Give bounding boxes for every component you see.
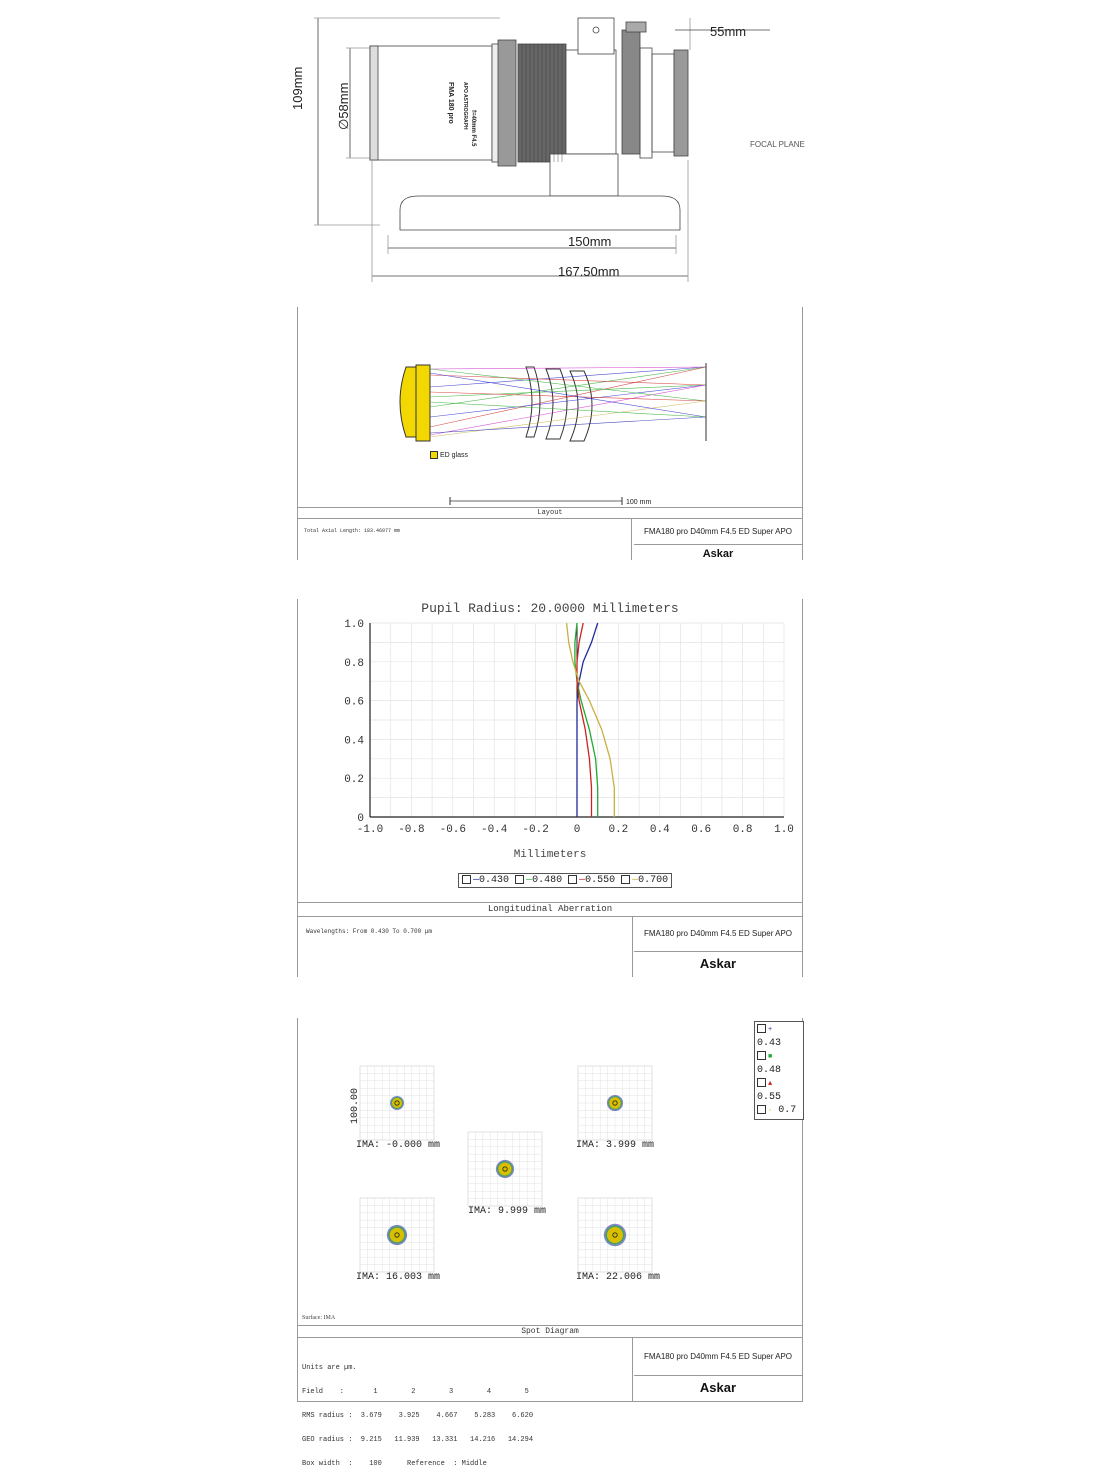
x-tick-label: -1.0 [356,824,384,836]
legend-label: 0.430 [479,875,510,887]
spot-product: FMA180 pro D40mm F4.5 ED Super APO [643,1352,793,1361]
layout-title: Layout [298,507,802,519]
y-tick-label: 0.4 [344,735,364,748]
spot-legend-label: 0.55 [757,1092,782,1103]
checkbox-icon [568,875,577,884]
spot-grids-svg [298,1018,802,1308]
layout-info-box [298,518,802,560]
dim-diameter: ∅58mm [336,82,351,130]
spot-field-row: Field : 1 2 3 4 5 [302,1388,529,1396]
telescope-drawing [290,10,820,290]
x-tick-label: -0.8 [398,824,425,836]
scale-label: 100 mm [626,499,652,506]
aberration-product: FMA180 pro D40mm F4.5 ED Super APO [643,929,793,938]
spot-panel [297,1018,803,1468]
spot-0.7 [392,1098,402,1108]
aberration-panel [297,599,803,977]
spot-geo-row: GEO radius : 9.215 11.939 13.331 14.216 14.294 [302,1436,534,1444]
engraving-spec: f=40mm F4.5 [470,110,476,147]
x-tick-label: 0.8 [732,824,753,836]
checkbox-icon [515,875,524,884]
spot-legend-mark-icon: ◦ [768,1107,773,1115]
spot-legend-mark-icon: ▲ [768,1080,773,1088]
legend-line-icon: — [632,875,639,887]
legend-line-icon: — [526,875,533,887]
y-tick-label: 0 [357,813,364,825]
layout-info-right [634,518,802,560]
spot-label-field4: IMA: 16.003 mm [356,1272,441,1283]
x-tick-label: -0.6 [439,824,467,836]
ed-glass-legend [430,451,468,459]
spot-info-table [298,1337,633,1468]
focal-plane-label: FOCAL PLANE [750,140,805,149]
spot-legend-label: 0.48 [757,1065,782,1076]
spot-info-right [634,1337,802,1401]
checkbox-icon [621,875,630,884]
spot-0.7 [390,1228,405,1243]
aberration-chart-title: Pupil Radius: 20.0000 Millimeters [421,601,679,616]
y-tick-label: 0.2 [344,774,364,787]
engraving-brand: APO ASTROGRAPH [462,82,468,130]
spot-legend-mark-icon: + [768,1026,773,1034]
x-tick-label: -0.2 [522,824,549,836]
x-tick-label: 0 [573,824,581,836]
layout-info: Total Axial Length: 183.46077 mm [298,518,632,560]
legend-entry-0480 [515,875,562,886]
checkbox-icon [462,875,471,884]
aberration-title: Longitudinal Aberration [298,902,802,917]
telescope-drawing-svg [300,10,820,290]
aberration-xlabel: Millimeters [513,849,587,861]
aberration-info-right [634,916,802,977]
spot-0.7 [499,1163,512,1176]
legend-entry-0430 [462,875,509,886]
ed-glass-label: ED glass [439,451,468,459]
x-tick-label: 0.2 [608,824,629,836]
x-tick-label: 1.0 [774,824,794,836]
y-tick-label: 0.8 [344,657,364,670]
y-tick-label: 1.0 [344,619,364,631]
spot-label-field5: IMA: 22.006 mm [576,1272,661,1283]
spot-scale-label: 100.00 [350,1087,361,1124]
engraving-model: FMA 180 pro [447,82,454,124]
x-tick-label: 0.6 [691,824,712,836]
dim-55mm: 55mm [710,24,747,39]
spot-legend-label: 0.43 [757,1038,782,1049]
legend-line-icon: — [579,875,586,887]
spot-label-field3: IMA: 9.999 mm [468,1206,547,1217]
dim-109mm: 109mm [290,66,305,110]
y-tick-label: 0.6 [344,696,364,709]
legend-entry-0550 [568,875,615,886]
legend-label: 0.480 [532,875,563,887]
spot-title: Spot Diagram [298,1325,802,1338]
spot-0.7 [607,1227,623,1243]
x-tick-label: -0.4 [480,824,508,836]
x-tick-label: 0.4 [649,824,670,836]
spot-legend-mark-icon: ■ [768,1053,773,1061]
spot-units: Units are µm. [302,1364,357,1372]
spot-surface: Surface: IMA [302,1315,336,1321]
aberration-info-box [298,916,802,977]
layout-panel [297,307,803,560]
spot-legend-label: 0.7 [778,1105,797,1116]
spot-info-box [298,1337,802,1468]
spot-label-field1: IMA: -0.000 mm [356,1140,441,1151]
aberration-info: Wavelengths: From 0.430 To 0.700 µm [298,916,633,977]
legend-entry-0700 [621,875,668,886]
spot-brand: Askar [634,1375,802,1395]
dim-167mm: 167.50mm [558,264,620,279]
ed-glass-swatch [430,451,438,459]
layout-brand: Askar [634,544,802,560]
aberration-chart-svg [298,599,802,859]
legend-line-icon: — [473,875,480,887]
spot-rms-row: RMS radius : 3.679 3.925 4.667 5.283 6.620 [302,1412,534,1420]
layout-product: FMA180 pro D40mm F4.5 ED Super APO [643,527,793,536]
spot-label-field2: IMA: 3.999 mm [576,1140,655,1151]
aberration-brand: Askar [634,951,802,971]
spot-box-row: Box width : 100 Reference : Middle [302,1460,487,1468]
spot-0.7 [609,1097,621,1109]
legend-label: 0.550 [585,875,616,887]
aberration-legend [458,873,672,888]
lens-layout-svg [298,307,802,507]
legend-label: 0.700 [638,875,669,887]
dim-150mm: 150mm [568,234,612,249]
